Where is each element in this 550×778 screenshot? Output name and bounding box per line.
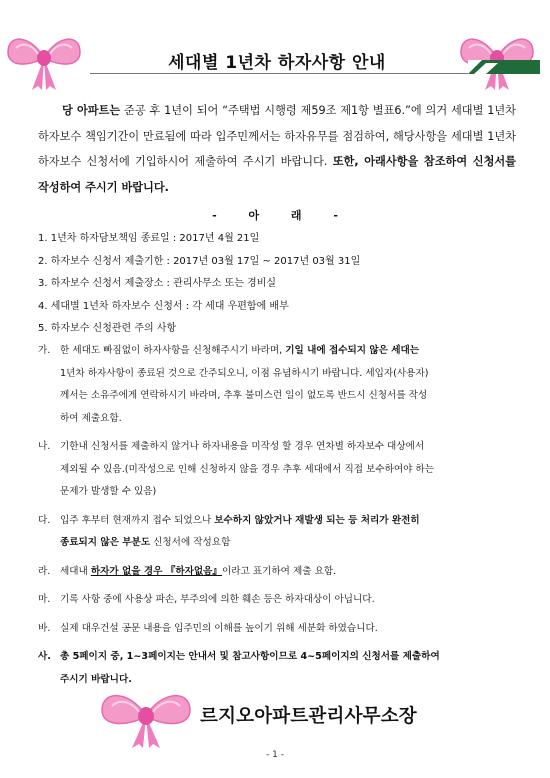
intro-body: 준공 후 1년이 되어 “주택법 시행령 제59조 제1항 별표6.”에 의거 세대별 1년차 하자보수 책임기간이 만료됨에 따라 입주민께서는 하자유무를 점검하여, 해당사항을 세대별 1년차 하자보수 신청서에 기입하시어 제출하여 주시기 바랍니다. — [38, 104, 516, 168]
page-title: 세대별 1년차 하자사항 안내 — [168, 53, 386, 73]
note-text-bold: 종료되지 않은 부분도 — [60, 537, 151, 548]
note-sa — [38, 646, 520, 691]
note-marker: 사. — [38, 651, 51, 662]
section-heading: - 아 래 - — [212, 209, 338, 222]
note-text-bold: 보수하지 않았거나 재발생 되는 등 처리가 완전히 — [214, 514, 420, 526]
note-text-bold: 주시기 바랍니다. — [60, 673, 132, 685]
note-text-bold: 기일 내에 접수되지 않은 세대는 — [285, 345, 420, 356]
note-na — [38, 436, 520, 504]
note-text: 이라고 표기하여 제출 요함. — [222, 565, 337, 577]
note-marker: 가. — [38, 345, 51, 356]
intro-lead: 당 아파트는 — [62, 104, 121, 117]
note-marker: 라. — [38, 565, 51, 577]
signature-office: 르지오아파트관리사무소장 — [200, 706, 417, 727]
note-text: 실제 대우건설 공문 내용을 입주민의 이해를 높이기 위해 세분화 하였습니다. — [60, 622, 378, 634]
list-item: 5. 하자보수 신청관련 주의 사항 — [38, 323, 177, 334]
note-text: 1년차 하자사항이 종료된 것으로 간주되오니, 이점 유념하시기 바랍니다. 세입자(사용자) — [60, 367, 429, 379]
note-ma — [38, 589, 520, 612]
note-ba — [38, 618, 520, 641]
pink-ribbon-bow-icon — [96, 686, 196, 750]
list-item: 2. 하자보수 신청서 제출기한 : 2017년 03월 17일 ~ 2017년 03월 31일 — [38, 255, 361, 267]
intro-paragraph — [38, 98, 516, 200]
note-marker: 마. — [38, 594, 51, 605]
note-text: 께서는 소유주에게 연락하시기 바라며, 추후 불미스런 일이 없도록 반드시 신청서를 작성 — [60, 390, 428, 401]
note-text: 하여 제출요함. — [60, 412, 122, 424]
page-number: - 1 - — [266, 750, 284, 760]
list-item: 3. 하자보수 신청서 제출장소 : 관리사무소 또는 경비실 — [38, 278, 277, 289]
note-ga — [38, 340, 520, 430]
green-stripe-logo-icon — [468, 60, 540, 74]
caution-notes — [38, 340, 520, 697]
numbered-list — [38, 228, 518, 341]
note-marker: 나. — [38, 441, 51, 452]
note-text: 기한내 신청서를 제출하지 않거나 하자내용을 미작성 할 경우 연차별 하자보수 대상에서 — [60, 441, 425, 452]
title-underline — [90, 73, 468, 74]
note-marker: 다. — [38, 514, 51, 526]
note-ra — [38, 561, 520, 584]
note-text: 기록 사항 중에 사용상 파손, 부주의에 의한 훼손 등은 하자대상이 아닙니다. — [60, 594, 375, 605]
note-text: 세대내 — [60, 565, 91, 577]
note-text: 신청서에 작성요함 — [150, 537, 231, 548]
note-text-bold-underlined: 하자가 없을 경우 『하자없음』 — [90, 565, 223, 577]
note-text: 문제가 발생할 수 있음) — [60, 486, 157, 497]
note-text-bold: 총 5페이지 중, 1~3페이지는 안내서 및 참고사항이므로 4~5페이지의 신청서를 제출하여 — [60, 651, 440, 662]
note-text: 제외될 수 있음.(미작성으로 인해 신청하지 않을 경우 추후 세대에서 직접 보수하여야 하는 — [60, 463, 434, 475]
list-item: 1. 1년차 하자담보책임 종료일 : 2017년 4월 21일 — [38, 233, 260, 244]
intro-tail: 또한, 아래사항을 참조하여 신청서를 작성하여 주시기 바랍니다. — [38, 155, 517, 194]
note-text: 한 세대도 빠짐없이 하자사항을 신청해주시기 바라며, — [60, 345, 286, 356]
note-da — [38, 510, 520, 555]
note-marker: 바. — [38, 622, 51, 634]
list-item: 4. 세대별 1년차 하자보수 신청서 : 각 세대 우편함에 배부 — [38, 300, 289, 312]
pink-ribbon-bow-icon — [2, 28, 86, 92]
note-text: 입주 후부터 현재까지 접수 되었으나 — [60, 514, 215, 526]
